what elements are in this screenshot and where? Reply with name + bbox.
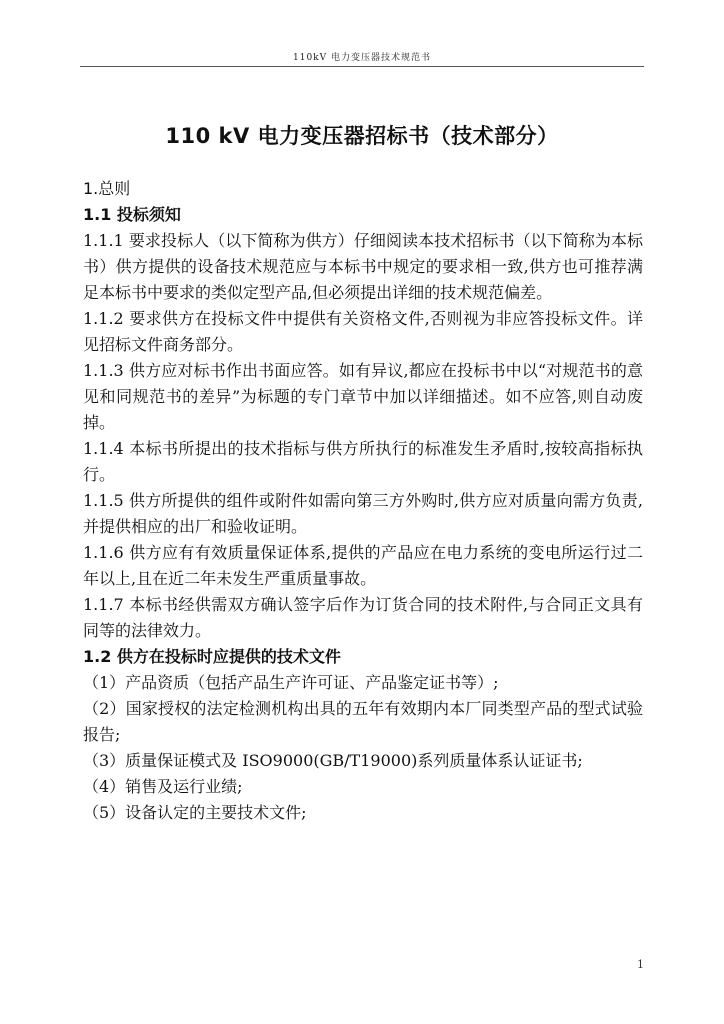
paragraph-1-1-6: 1.1.6 供方应有有效质量保证体系,提供的产品应在电力系统的变电所运行过二年以上,且在近二年未发生严重质量事故。 (83, 543, 643, 588)
list-item: （2）国家授权的法定检测机构出具的五年有效期内本厂同类型产品的型式试验报告; (83, 699, 643, 744)
paragraph-1-1-4: 1.1.4 本标书所提出的技术指标与供方所执行的标准发生矛盾时,按较高指标执行。 (83, 439, 643, 484)
list-item: （5）设备认定的主要技术文件; (83, 803, 307, 822)
paragraph-1-1-7: 1.1.7 本标书经供需双方确认签字后作为订货合同的技术附件,与合同正文具有同等的法律效力。 (83, 595, 643, 640)
section-heading-1: 1.总则 (83, 179, 131, 198)
running-header: 110kV 电力变压器技术规范书 (293, 53, 431, 63)
document-title: 110 kV 电力变压器招标书（技术部分） (165, 124, 559, 148)
paragraph-1-1-1: 1.1.1 要求投标人（以下简称为供方）仔细阅读本技术招标书（以下简称为本标书）供方提供的设备技术规范应与本标书中规定的要求相一致,供方也可推荐满足本标书中要求的类似定型产品,但必须提出详细的技术规范偏差。 (83, 231, 643, 302)
paragraph-1-1-3: 1.1.3 供方应对标书作出书面应答。如有异议,都应在投标书中以“对规范书的意见和同规范书的差异”为标题的专门章节中加以详细描述。如不应答,则自动废掉。 (83, 361, 643, 432)
paragraph-1-1-5: 1.1.5 供方所提供的组件或附件如需向第三方外购时,供方应对质量向需方负责,并提供相应的出厂和验收证明。 (83, 491, 643, 536)
document-body (83, 176, 643, 826)
list-item: （4）销售及运行业绩; (83, 777, 243, 796)
page-number: 1 (637, 958, 644, 971)
paragraph-1-1-2: 1.1.2 要求供方在投标文件中提供有关资格文件,否则视为非应答投标文件。详见招标文件商务部分。 (83, 309, 643, 354)
header-rule (80, 66, 644, 67)
section-heading-1-2: 1.2 供方在投标时应提供的技术文件 (83, 647, 341, 666)
section-heading-1-1: 1.1 投标须知 (83, 205, 181, 224)
list-item: （3）质量保证模式及 ISO9000(GB/T19000)系列质量体系认证证书; (83, 751, 583, 770)
list-item: （1）产品资质（包括产品生产许可证、产品鉴定证书等）; (83, 673, 499, 692)
